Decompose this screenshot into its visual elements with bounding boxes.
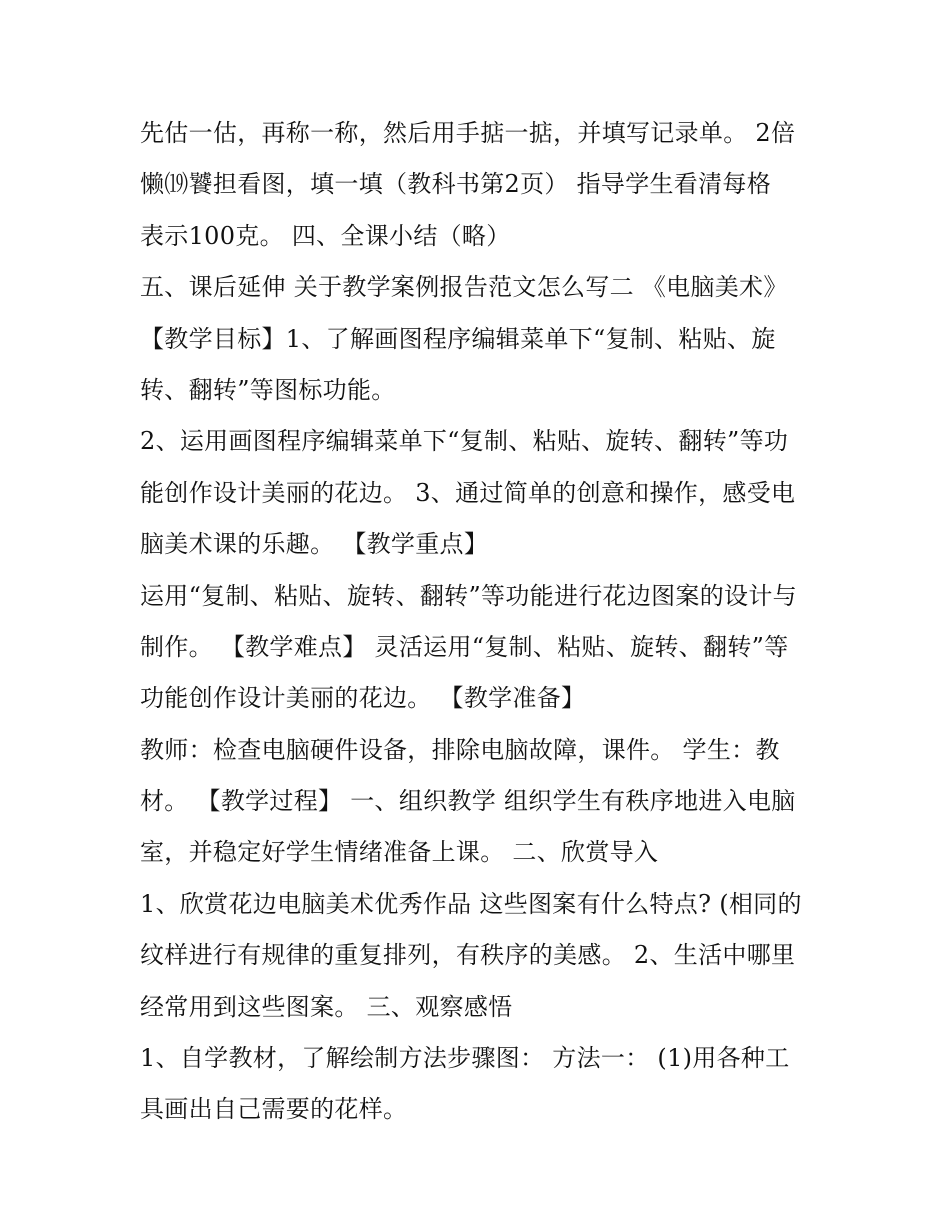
text-line: 能创作设计美丽的花边。 3、通过简单的创意和操作，感受电 [140,478,796,507]
text-line: 转、翻转”等图标功能。 [140,375,396,404]
body-text [140,108,820,1136]
text-line: 室，并稳定好学生情绪准备上课。 二、欣赏导入 [140,838,659,867]
text-line: 功能创作设计美丽的花边。 【教学准备】 [140,684,586,713]
text-line: 纹样进行有规律的重复排列，有秩序的美感。 2、生活中哪里 [140,941,796,970]
text-line: 脑美术课的乐趣。 【教学重点】 [140,530,489,559]
text-line: 五、课后延伸 关于教学案例报告范文怎么写二 《电脑美术》 [140,273,788,302]
text-line: 具画出自己需要的花样。 [140,1095,408,1124]
text-line: 经常用到这些图案。 三、观察感悟 [140,992,513,1021]
text-line: 教师：检查电脑硬件设备，排除电脑故障，课件。 学生：教 [140,735,780,764]
text-line: 1、欣赏花边电脑美术优秀作品 这些图案有什么特点? (相同的 [140,889,802,918]
text-line: 运用“复制、粘贴、旋转、翻转”等功能进行花边图案的设计与 [140,581,797,610]
text-line: 制作。 【教学难点】 灵活运用“复制、粘贴、旋转、翻转”等 [140,632,789,661]
text-line: 懒⒆饕担看图，填一填（教科书第2页） 指导学生看清每格 [140,170,771,199]
text-line: 表示100克。 四、全课小结（略） [140,221,511,250]
text-line: 【教学目标】1、了解画图程序编辑菜单下“复制、粘贴、旋 [140,324,776,353]
text-line: 2、运用画图程序编辑菜单下“复制、粘贴、旋转、翻转”等功 [140,427,789,456]
text-line: 1、自学教材，了解绘制方法步骤图： 方法一： (1)用各种工 [140,1044,790,1073]
text-line: 先估一估，再称一称，然后用手掂一掂，并填写记录单。 2倍 [140,119,796,147]
text-line: 材。 【教学过程】 一、组织教学 组织学生有秩序地进入电脑 [140,787,796,816]
